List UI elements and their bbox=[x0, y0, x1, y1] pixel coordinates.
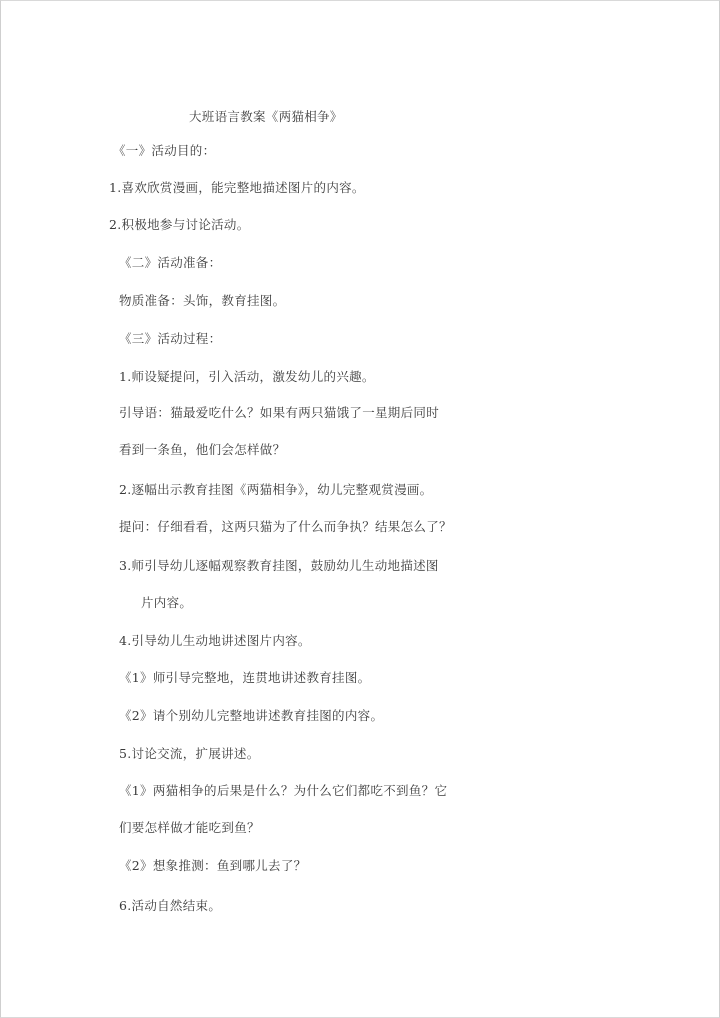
section-heading-process: 《三》活动过程： bbox=[119, 331, 222, 346]
guide-question-line-2: 看到一条鱼，他们会怎样做？ bbox=[119, 442, 286, 457]
process-step-4: 4.引导幼儿生动地讲述图片内容。 bbox=[119, 633, 311, 648]
section-heading-preparation: 《二》活动准备： bbox=[119, 255, 222, 270]
process-step-5-sub-1-line-2: 们要怎样做才能吃到鱼？ bbox=[119, 820, 260, 835]
process-step-4-sub-2: 《2》请个别幼儿完整地讲述教育挂图的内容。 bbox=[119, 708, 384, 723]
process-step-5-sub-1-line-1: 《1》两猫相争的后果是什么？为什么它们都吃不到鱼？它 bbox=[119, 783, 448, 798]
guide-question-line-1: 引导语：猫最爱吃什么？如果有两只猫饿了一星期后同时 bbox=[119, 405, 440, 420]
process-step-1: 1.师设疑提问，引入活动，激发幼儿的兴趣。 bbox=[119, 369, 375, 384]
process-step-5-sub-2: 《2》想象推测：鱼到哪儿去了？ bbox=[119, 858, 307, 873]
process-step-2: 2.逐幅出示教育挂图《两猫相争》，幼儿完整观赏漫画。 bbox=[119, 482, 433, 497]
objective-1: 1.喜欢欣赏漫画，能完整地描述图片的内容。 bbox=[109, 180, 365, 195]
section-heading-objectives: 《一》活动目的： bbox=[113, 143, 216, 158]
question-step-2: 提问：仔细看看，这两只猫为了什么而争执？结果怎么了？ bbox=[119, 519, 452, 534]
process-step-3-line-1: 3.师引导幼儿逐幅观察教育挂图，鼓励幼儿生动地描述图 bbox=[119, 558, 439, 573]
objective-2: 2.积极地参与讨论活动。 bbox=[109, 217, 250, 232]
process-step-6: 6.活动自然结束。 bbox=[119, 898, 222, 913]
preparation-materials: 物质准备：头饰，教育挂图。 bbox=[119, 293, 286, 308]
process-step-3-line-2: 片内容。 bbox=[141, 595, 193, 610]
process-step-5: 5.讨论交流，扩展讲述。 bbox=[119, 746, 260, 761]
document-title: 大班语言教案《两猫相争》 bbox=[189, 109, 343, 124]
process-step-4-sub-1: 《1》师引导完整地，连贯地讲述教育挂图。 bbox=[119, 670, 371, 685]
